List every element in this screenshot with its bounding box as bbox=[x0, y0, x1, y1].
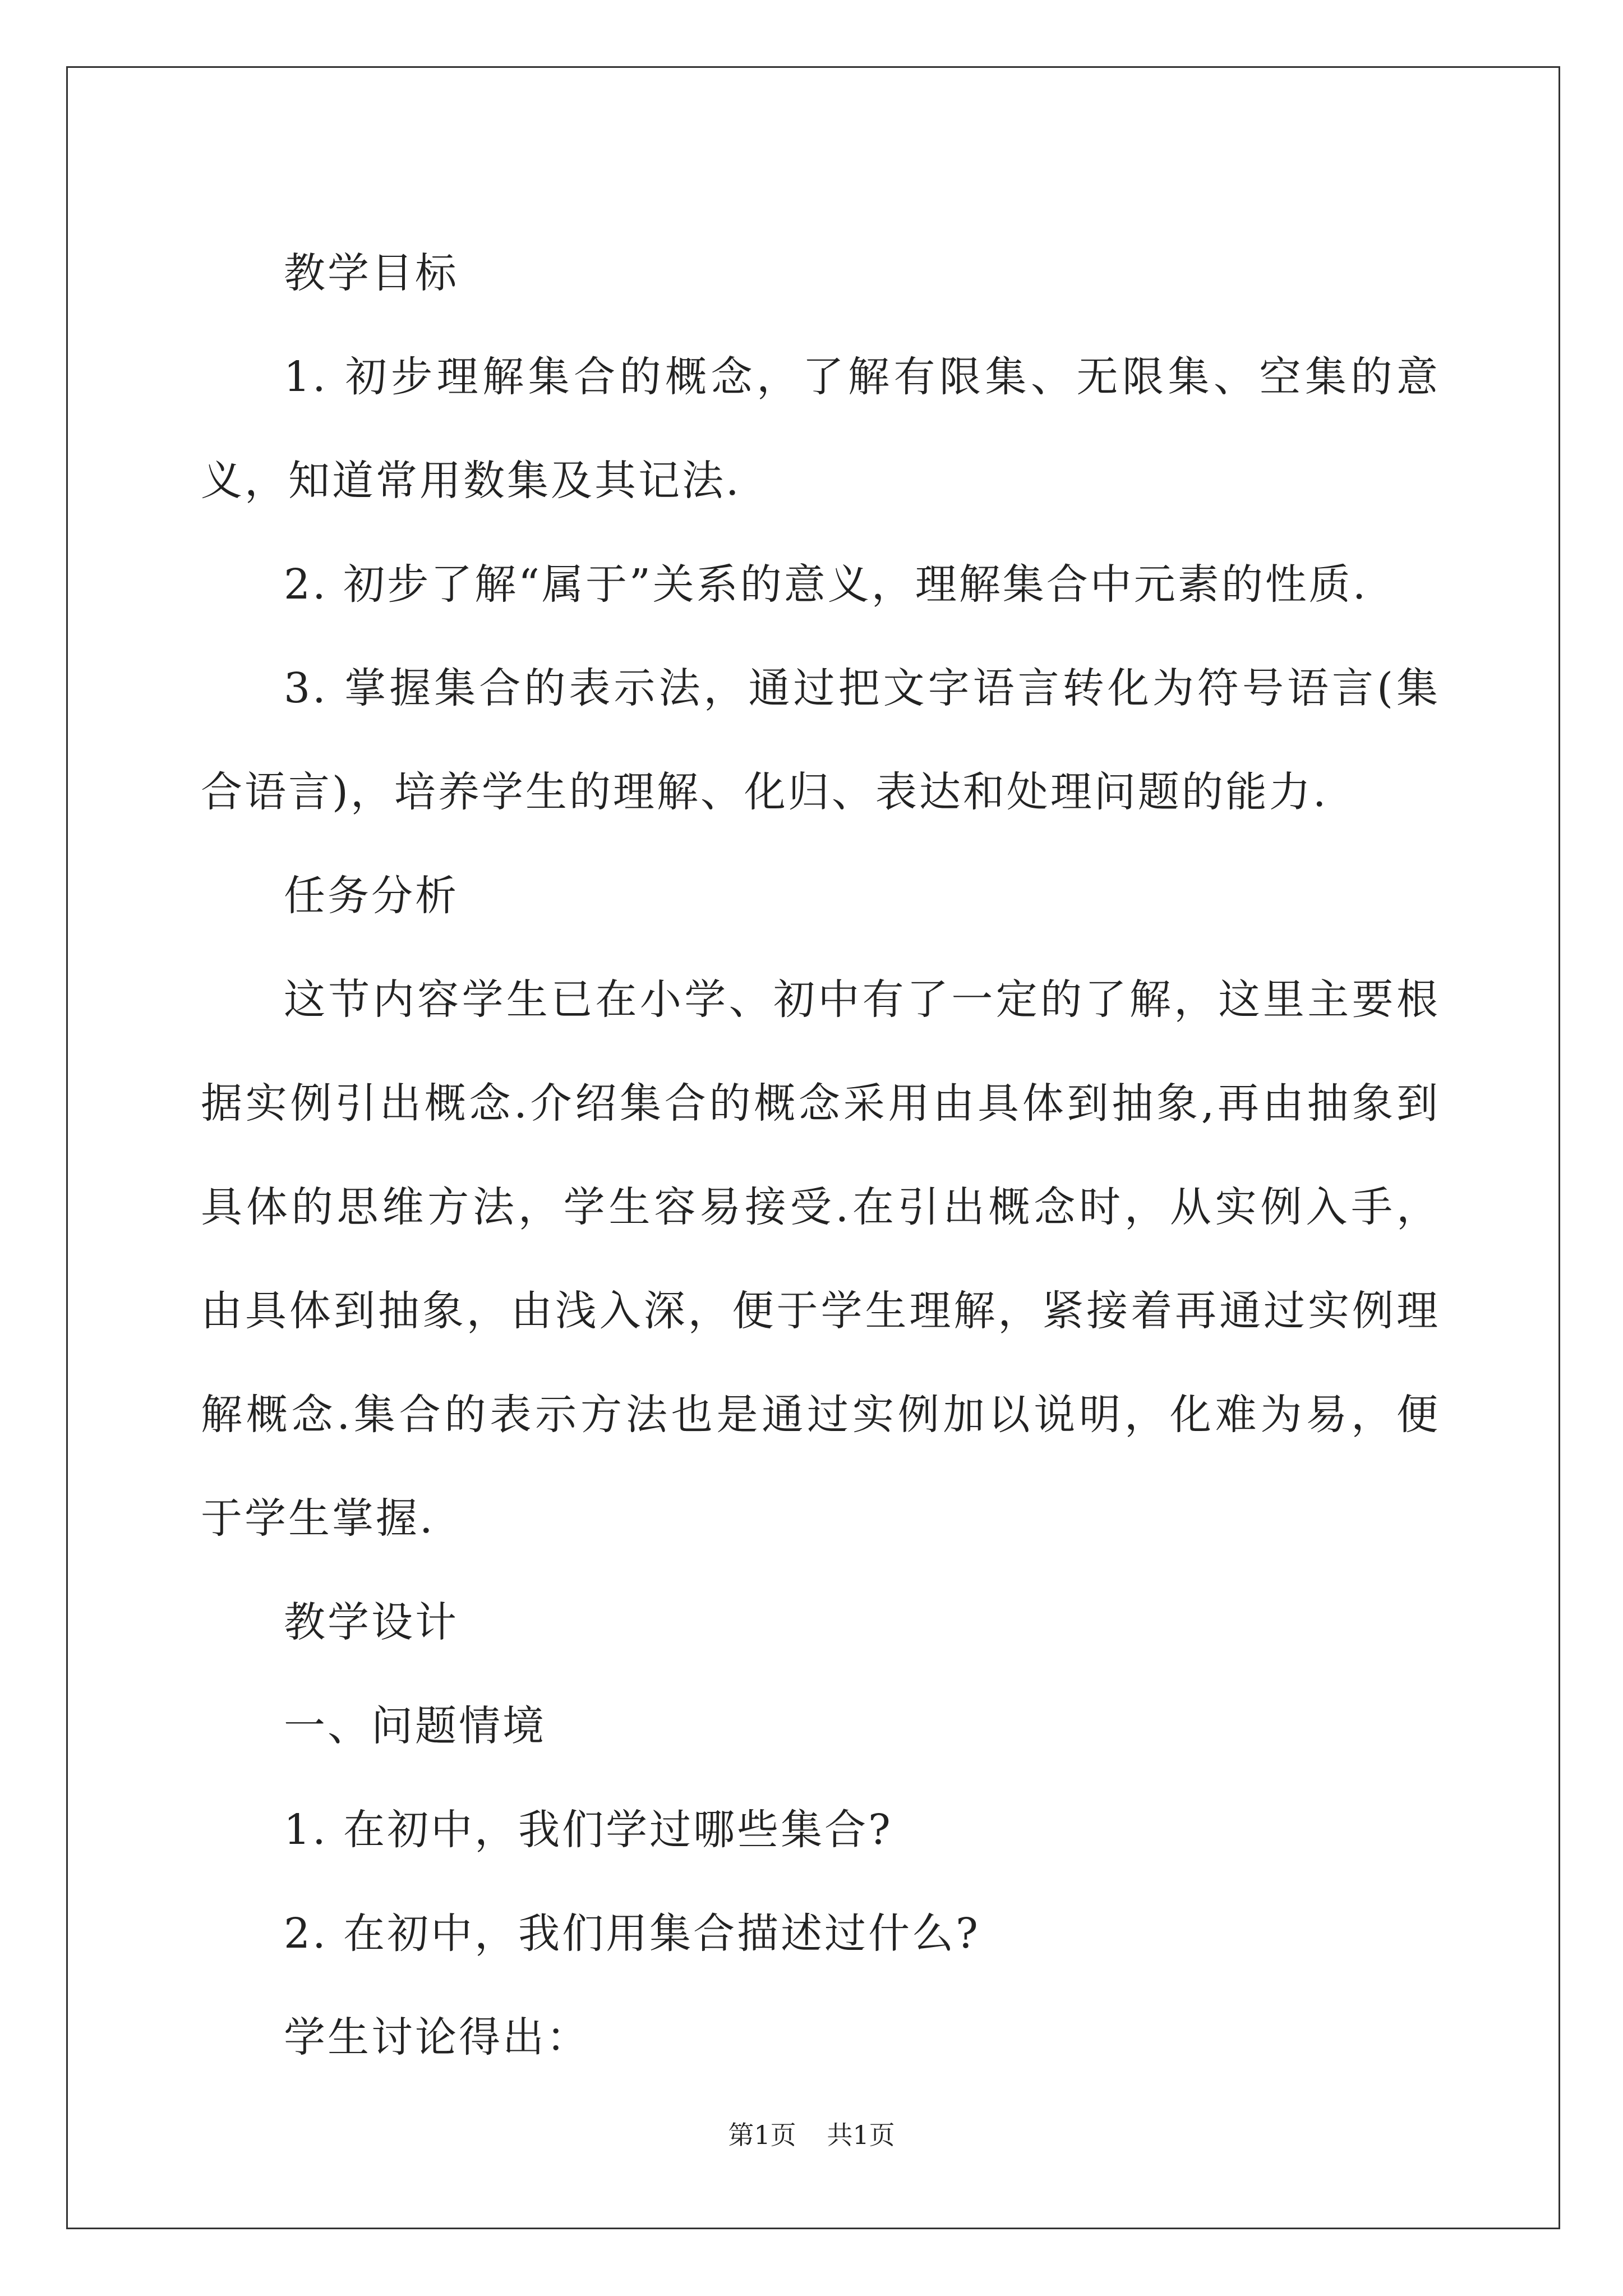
page-footer bbox=[0, 2115, 1623, 2152]
objective-item-3: 3. 掌握集合的表示法，通过把文字语言转化为符号语言(集合语言)，培养学生的理解、化归、表达和处理问题的能力. bbox=[201, 664, 1440, 816]
student-discussion-text: 学生讨论得出： bbox=[284, 2013, 590, 2062]
question-item-1: 1. 在初中，我们学过哪些集合? bbox=[284, 1806, 893, 1854]
question-item-2: 2. 在初中，我们用集合描述过什么? bbox=[284, 1910, 980, 1958]
page-number-current: 第1页 bbox=[728, 2120, 796, 2150]
section-heading-teaching-design: 教学设计 bbox=[284, 1598, 459, 1646]
objective-item-1: 1. 初步理解集合的概念，了解有限集、无限集、空集的意义，知道常用数集及其记法. bbox=[201, 353, 1440, 505]
page-number-total: 共1页 bbox=[827, 2120, 895, 2150]
section-heading-teaching-objectives: 教学目标 bbox=[284, 249, 459, 297]
task-analysis-paragraph: 这节内容学生已在小学、初中有了一定的了解，这里主要根据实例引出概念.介绍集合的概念采用由具体到抽象,再由抽象到具体的思维方法，学生容易接受.在引出概念时，从实例入手，由具体到抽象，由浅入深，便于学生理解，紧接着再通过实例理解概念.集合的表示方法也是通过实例加以说明，化难为易，便于学生掌握. bbox=[201, 976, 1440, 1543]
document-body bbox=[201, 222, 1440, 2090]
subheading-problem-situation: 一、问题情境 bbox=[284, 1702, 546, 1750]
objective-item-2: 2. 初步了解“属于”关系的意义，理解集合中元素的性质. bbox=[284, 560, 1368, 609]
section-heading-task-analysis: 任务分析 bbox=[284, 872, 459, 920]
